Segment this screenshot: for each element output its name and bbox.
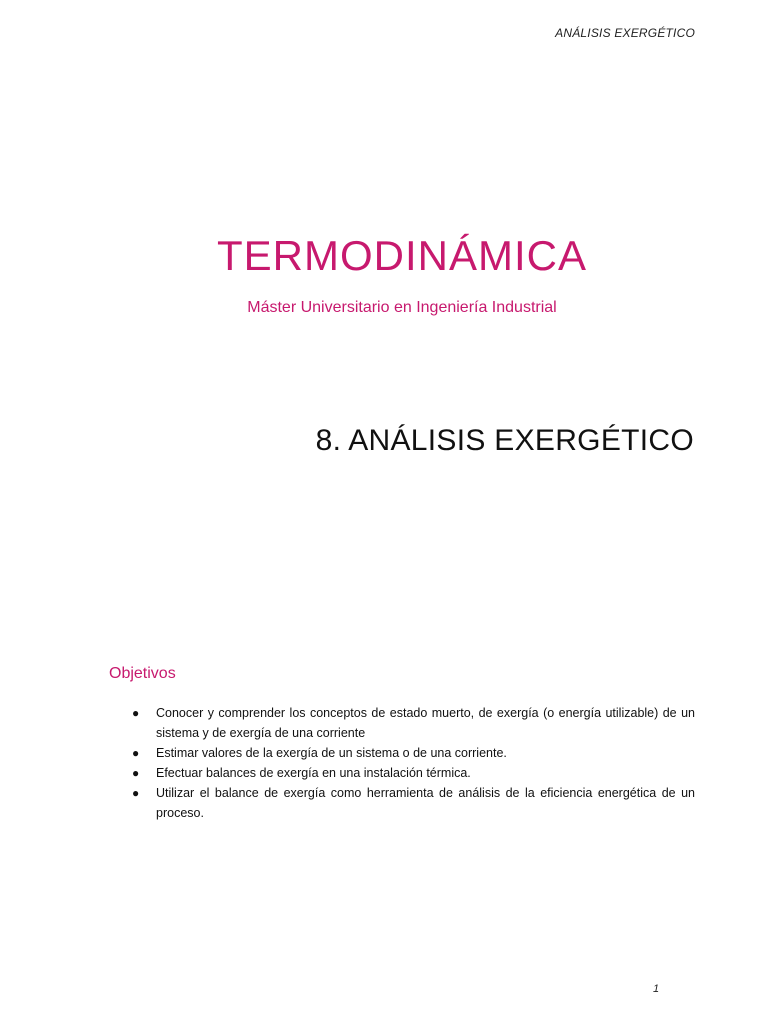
document-title: TERMODINÁMICA (217, 232, 587, 279)
chapter-title: 8. ANÁLISIS EXERGÉTICO (315, 424, 694, 457)
objective-item (130, 703, 695, 743)
running-header: ANÁLISIS EXERGÉTICO (555, 26, 695, 40)
objective-text: Conocer y comprender los conceptos de estado muerto, de exergía (o energía utilizable) de un sistema y de exergía de una corriente (156, 706, 695, 740)
objective-item (130, 743, 695, 763)
document-subtitle: Máster Universitario en Ingeniería Industrial (247, 299, 557, 316)
objective-text: Utilizar el balance de exergía como herramienta de análisis de la eficiencia energética de un proceso. (156, 786, 695, 820)
objective-item (130, 763, 695, 783)
objectives-list (130, 703, 695, 823)
objective-item (130, 783, 695, 823)
page-number: 1 (653, 983, 660, 995)
bullet-icon: ● (132, 706, 140, 720)
bullet-icon: ● (132, 786, 140, 800)
objective-text: Estimar valores de la exergía de un sistema o de una corriente. (156, 746, 507, 760)
objective-text: Efectuar balances de exergía en una instalación térmica. (156, 766, 471, 780)
bullet-icon: ● (132, 746, 140, 760)
objectives-heading: Objetivos (109, 665, 176, 682)
bullet-icon: ● (132, 766, 140, 780)
